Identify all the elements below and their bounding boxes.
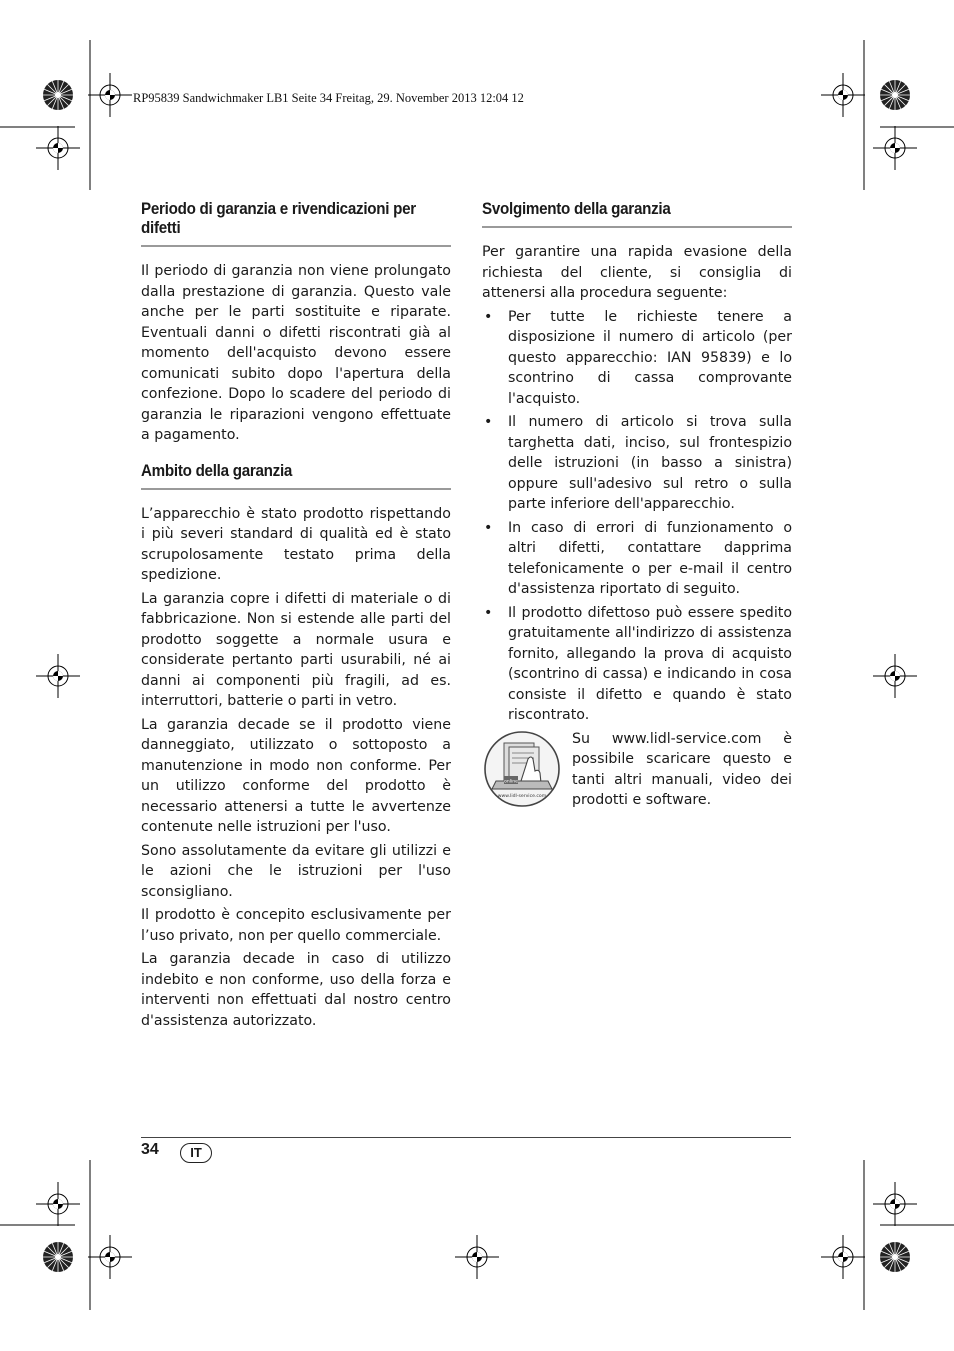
print-header: RP95839 Sandwichmaker LB1 Seite 34 Freitag, 29. November 2013 12:04 12 xyxy=(133,91,524,105)
paragraph: Sono assolutamente da evitare gli utilizzi e le azioni che le istruzioni per l'uso sconsigliano. xyxy=(141,842,451,900)
list-item-text: In caso di errori di funzionamento o altri difetti, contattare dapprima telefonicamente o per e-mail il centro d'assistenza riportato di seguito. xyxy=(508,519,792,597)
section-title: Ambito della garanzia xyxy=(141,461,293,480)
left-column xyxy=(141,200,451,1047)
right-column xyxy=(482,200,792,827)
section-title: Svolgimento della garanzia xyxy=(482,200,671,218)
page-number: 34 xyxy=(141,1141,159,1158)
heading-rule xyxy=(482,200,792,228)
bullet: • xyxy=(484,308,493,325)
section-title: Periodo di garanzia e rivendicazioni per difetti xyxy=(141,200,416,237)
list-item xyxy=(482,518,792,600)
procedure-list xyxy=(482,307,792,726)
lidl-service-text: Su www.lidl-service.com è possibile scaricare questo e tanti altri manuali, video dei prodotti e software. xyxy=(572,730,792,808)
icon-url: www.lidl-service.com xyxy=(497,793,547,799)
paragraph: Il prodotto è concepito esclusivamente per l’uso privato, non per quello commerciale. xyxy=(141,907,451,944)
paragraph: Il periodo di garanzia non viene prolungato dalla prestazione di garanzia. Questo vale anche per le parti sostituite e riparate. Eventuali danni o difetti riscontrati già al momento dell'acquisto devono essere comunicati subito dopo l'apertura della confezione. Dopo lo scadere del periodo di garanzia le riparazioni vengono effettuate a pagamento. xyxy=(141,263,451,443)
lidl-service-block xyxy=(482,729,792,811)
list-item xyxy=(482,307,792,410)
list-item xyxy=(482,603,792,726)
list-item-text: Per tutte le richieste tenere a disposizione il numero di articolo (per questo apparecchio: IAN 95839) e lo scontrino di cassa comprovante l'acquisto. xyxy=(508,308,792,407)
list-item-text: Il prodotto difettoso può essere spedito gratuitamente all'indirizzo di assistenza fornito, allegando la prova di acquisto (scontrino di cassa) e indicando in cosa consiste il difetto e quando è stato riscontrato. xyxy=(508,604,792,723)
section-warranty-scope xyxy=(141,462,451,1032)
heading-rule xyxy=(141,462,451,490)
bullet: • xyxy=(484,519,493,536)
footer-rule xyxy=(141,1137,791,1138)
paragraph: La garanzia decade se il prodotto viene danneggiato, utilizzato o sottoposto a manutenzione in modo non conforme. Per un utilizzo conforme del prodotto è necessario attenersi a tutte le avvertenze contenute nelle istruzioni per l'uso. xyxy=(141,716,451,835)
paragraph: La garanzia decade in caso di utilizzo indebito e non conforme, uso della forza e interventi non effettuati dal nostro centro d'assistenza autorizzato. xyxy=(141,951,451,1029)
list-item xyxy=(482,412,792,515)
language-badge: IT xyxy=(180,1143,212,1163)
bullet: • xyxy=(484,414,493,430)
icon-label: online xyxy=(504,779,518,784)
heading-rule xyxy=(141,200,451,247)
list-item-text: Il numero di articolo si trova sulla targhetta dati, inciso, sul frontespizio delle istruzioni (in basso a sinistra) oppure sull'adesivo sul retro o sulla parte inferiore dell'apparecchio. xyxy=(508,414,792,512)
lidl-service-icon xyxy=(482,729,562,809)
section-warranty-period xyxy=(141,200,451,446)
paragraph: La garanzia copre i difetti di materiale o di fabbricazione. Non si estende alle parti del prodotto soggette a normale usura e considerate pertanto parti usurabili, né ai danni ai componenti più fragili, ad es. interruttori, batterie o parti in vetro. xyxy=(141,590,451,709)
section-warranty-procedure xyxy=(482,200,792,811)
paragraph: L’apparecchio è stato prodotto rispettando i più severi standard di qualità ed è stato scrupolosamente testato prima della spedizione. xyxy=(141,505,451,583)
bullet: • xyxy=(484,604,493,621)
paragraph: Per garantire una rapida evasione della richiesta del cliente, si consiglia di attenersi alla procedura seguente: xyxy=(482,244,792,301)
